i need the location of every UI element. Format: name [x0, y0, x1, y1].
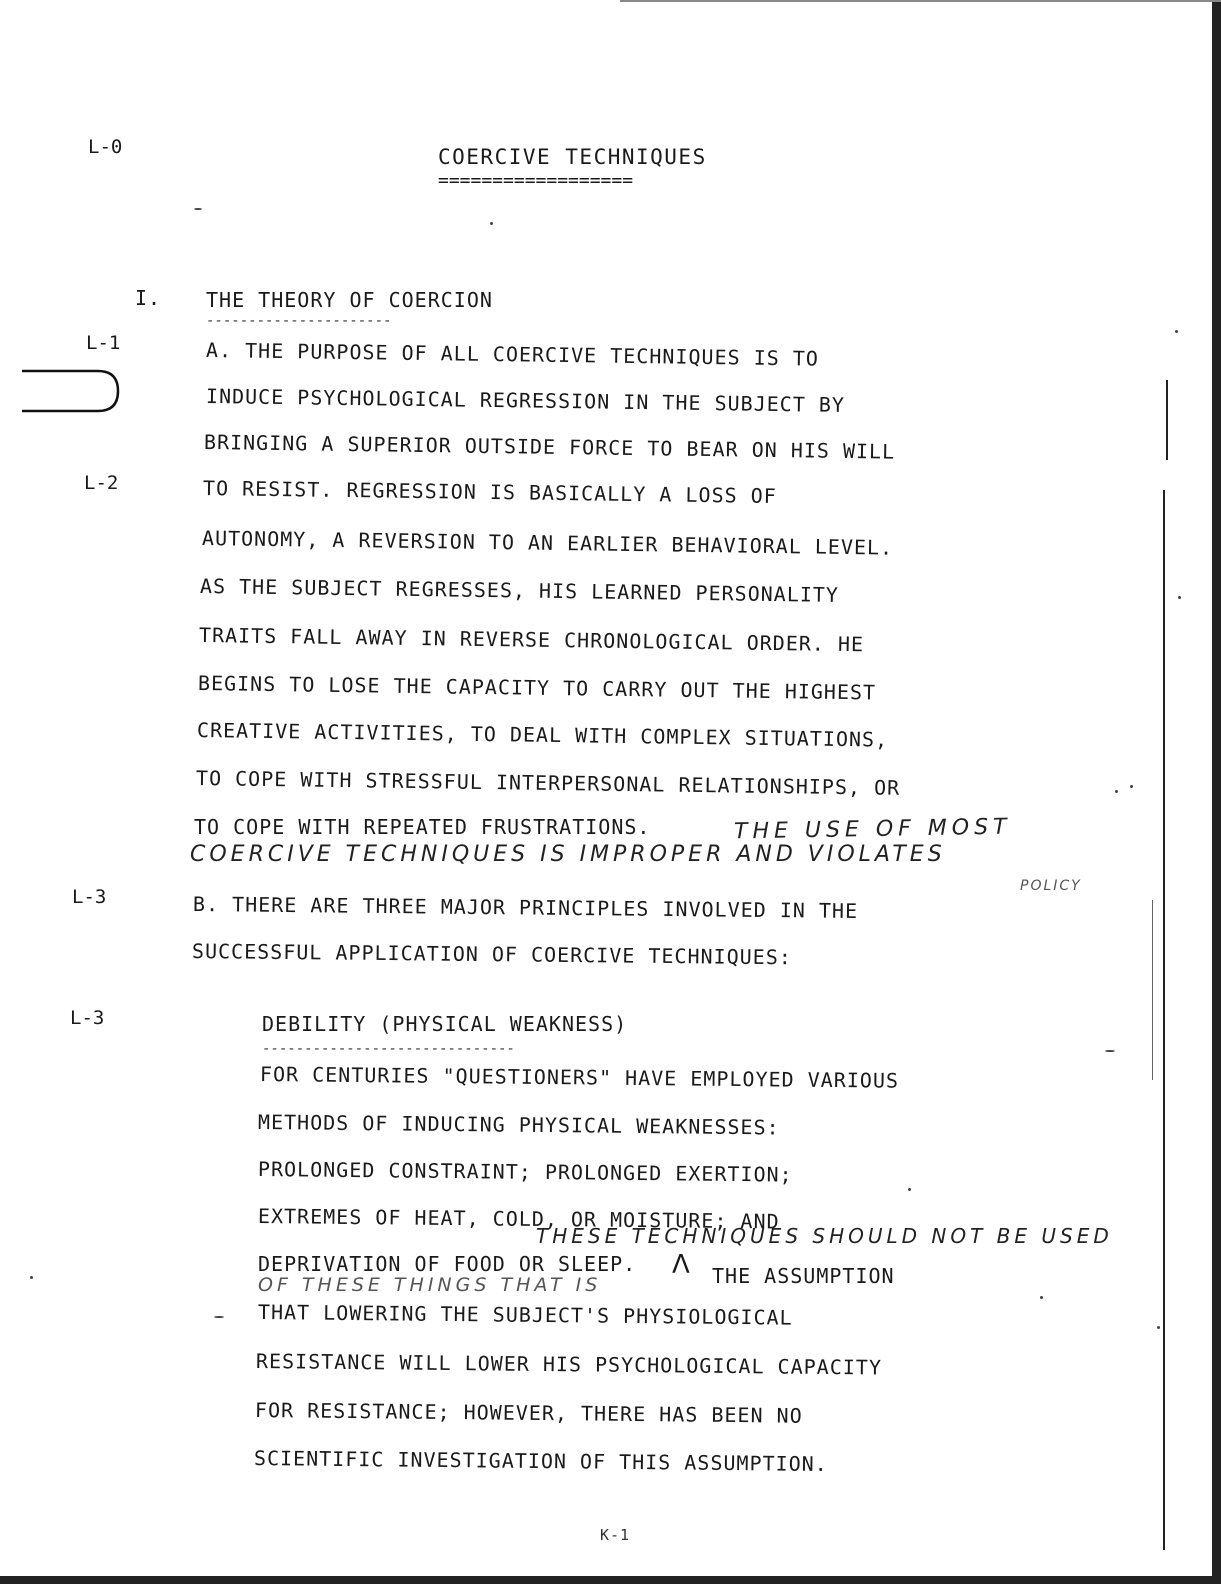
debility-line: SCIENTIFIC INVESTIGATION OF THIS ASSUMPTION.: [253, 1446, 828, 1477]
debility-line: METHODS OF INDUCING PHYSICAL WEAKNESSES:: [257, 1110, 780, 1140]
margin-label-l1: L-1: [86, 332, 121, 354]
section-heading: THE THEORY OF COERCION: [206, 288, 493, 312]
debility-line: RESISTANCE WILL LOWER HIS PSYCHOLOGICAL CAPACITY: [255, 1349, 883, 1380]
debility-line: DEPRIVATION OF FOOD OR SLEEP.: [258, 1252, 637, 1276]
para-a-line: AUTONOMY, A REVERSION TO AN EARLIER BEHAVIORAL LEVEL.: [201, 526, 894, 560]
scan-edge-line: [1166, 380, 1168, 460]
para-a-line: A. THE PURPOSE OF ALL COERCIVE TECHNIQUES IS TO: [205, 338, 820, 371]
title-underline: ==================: [438, 170, 634, 191]
caret-mark: Λ: [672, 1250, 690, 1280]
para-a-line: INDUCE PSYCHOLOGICAL REGRESSION IN THE SUBJECT BY: [205, 384, 846, 417]
speck: [908, 1188, 911, 1191]
scan-edge-line: [1163, 490, 1165, 1550]
para-a-line: TO COPE WITH REPEATED FRUSTRATIONS.: [194, 815, 651, 839]
para-a-line: BRINGING A SUPERIOR OUTSIDE FORCE TO BEAR ON HIS WILL: [203, 430, 896, 464]
margin-label-l2: L-2: [84, 472, 119, 494]
speck: [194, 208, 202, 210]
speck: [214, 1316, 224, 1318]
debility-line: PROLONGED CONSTRAINT; PROLONGED EXERTION;: [257, 1157, 793, 1187]
speck: [1178, 596, 1181, 599]
debility-line: FOR CENTURIES "QUESTIONERS" HAVE EMPLOYED VARIOUS: [259, 1062, 900, 1093]
debility-line: FOR RESISTANCE; HOWEVER, THERE HAS BEEN NO: [254, 1398, 803, 1428]
page-footer: K-1: [600, 1526, 631, 1544]
para-a-line: TO COPE WITH STRESSFUL INTERPERSONAL RELATIONSHIPS, OR: [195, 766, 901, 800]
debility-line: EXTREMES OF HEAT, COLD, OR MOISTURE; AND: [257, 1204, 780, 1234]
scan-top-edge: [620, 0, 1221, 2]
para-b-line: SUCCESSFUL APPLICATION OF COERCIVE TECHNIQUES:: [191, 939, 792, 970]
speck: [30, 1276, 33, 1279]
para-a-line: BEGINS TO LOSE THE CAPACITY TO CARRY OUT THE HIGHEST: [197, 671, 877, 705]
speck: [1175, 330, 1178, 333]
para-a-line: TO RESIST. REGRESSION IS BASICALLY A LOSS OF: [202, 476, 777, 509]
speck: [1130, 785, 1133, 788]
bracket-mark: [20, 365, 120, 417]
debility-line: THE ASSUMPTION: [712, 1264, 895, 1288]
section-heading-underline: ----------------------: [206, 313, 392, 329]
para-a-line: AS THE SUBJECT REGRESSES, HIS LEARNED PERSONALITY: [199, 574, 840, 607]
para-b-line: B. THERE ARE THREE MAJOR PRINCIPLES INVOLVED IN THE: [192, 892, 859, 923]
speck: [490, 222, 493, 225]
speck: [1040, 1296, 1043, 1299]
handwritten-note: THESE TECHNIQUES SHOULD NOT BE USED: [536, 1224, 1113, 1248]
scan-bottom-edge: [0, 1576, 1221, 1584]
handwritten-note: OF THESE THINGS THAT IS: [258, 1274, 602, 1296]
margin-label-l0: L-0: [88, 136, 123, 158]
speck: [1105, 1050, 1115, 1052]
para-a-line: CREATIVE ACTIVITIES, TO DEAL WITH COMPLEX SITUATIONS,: [196, 718, 889, 752]
debility-heading: DEBILITY (PHYSICAL WEAKNESS): [262, 1012, 628, 1036]
debility-heading-underline: ------------------------------: [262, 1041, 515, 1057]
handwritten-note: COERCIVE TECHNIQUES IS IMPROPER AND VIOLATES: [190, 842, 946, 867]
handwritten-note: POLICY: [1020, 878, 1082, 894]
debility-line: THAT LOWERING THE SUBJECT'S PHYSIOLOGICAL: [257, 1300, 793, 1330]
handwritten-note: THE USE OF MOST: [733, 814, 1012, 845]
para-a-line: TRAITS FALL AWAY IN REVERSE CHRONOLOGICAL ORDER. HE: [198, 623, 865, 657]
scan-right-edge: [1212, 0, 1221, 1584]
section-numeral: I.: [135, 286, 162, 310]
speck: [1115, 790, 1118, 793]
margin-label-l3: L-3: [72, 886, 107, 908]
speck: [1157, 1326, 1160, 1329]
scan-edge-line: [1152, 900, 1153, 1080]
margin-label-l3-second: L-3: [70, 1007, 105, 1029]
page-title: COERCIVE TECHNIQUES: [438, 145, 707, 169]
